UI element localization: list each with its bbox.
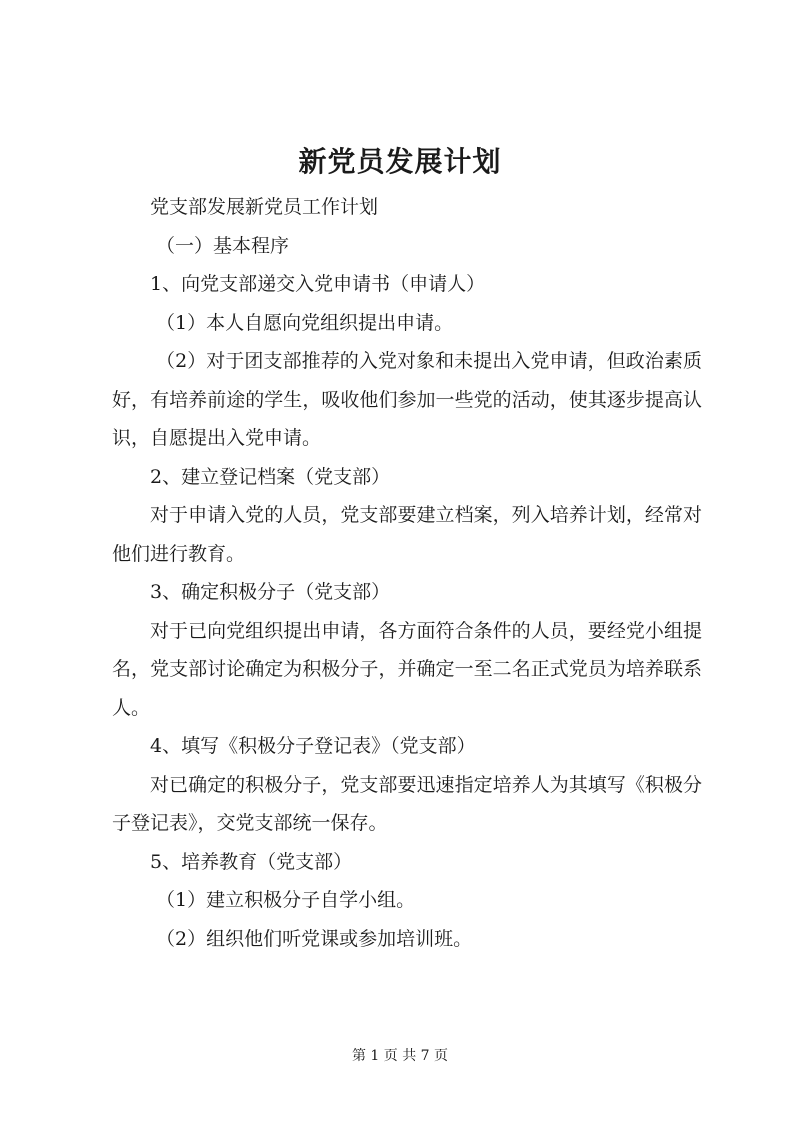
- paragraph-step-1-item-1: （1）本人自愿向党组织提出申请。: [156, 311, 454, 334]
- paragraph-subtitle: 党支部发展新党员工作计划: [150, 196, 379, 218]
- document-title: 新党员发展计划: [298, 145, 502, 178]
- paragraph-step-5-item-2: （2）组织他们听党课或参加培训班。: [156, 927, 473, 950]
- paragraph-step-4-body: 对已确定的积极分子，党支部要迅速指定培养人为其填写《积极分子登记表》，交党支部统一保存。: [112, 773, 702, 834]
- paragraph-step-1-item-2: （2）对于团支部推荐的入党对象和未提出入党申请，但政治素质好，有培养前途的学生，吸收他们参加一些党的活动，使其逐步提高认识，自愿提出入党申请。: [112, 350, 702, 449]
- paragraph-step-1: 1、向党支部递交入党申请书（申请人）: [150, 273, 486, 295]
- page-footer: 第 1 页 共 7 页: [351, 1048, 449, 1064]
- paragraph-step-3: 3、确定积极分子（党支部）: [150, 581, 391, 603]
- paragraph-step-4: 4、填写《积极分子登记表》（党支部）: [150, 735, 476, 757]
- paragraph-section-heading: （一）基本程序: [156, 234, 290, 257]
- paragraph-step-3-body: 对于已向党组织提出申请，各方面符合条件的人员，要经党小组提名，党支部讨论确定为积极分子，并确定一至二名正式党员为培养联系人。: [112, 619, 702, 719]
- paragraph-step-2-body: 对于申请入党的人员，党支部要建立档案，列入培养计划，经常对他们进行教育。: [112, 504, 702, 565]
- document-body: [112, 188, 702, 958]
- paragraph-step-2: 2、建立登记档案（党支部）: [150, 465, 391, 488]
- paragraph-step-5-item-1: （1）建立积极分子自学小组。: [156, 889, 416, 911]
- paragraph-step-5: 5、培养教育（党支部）: [150, 850, 353, 873]
